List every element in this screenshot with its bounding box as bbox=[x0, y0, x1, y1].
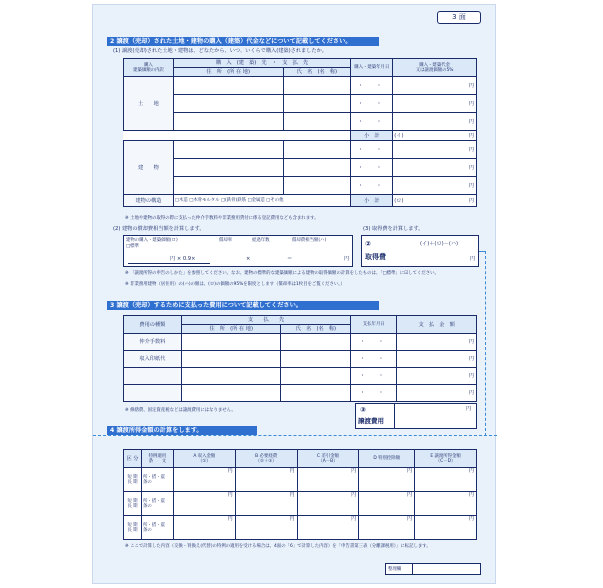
inc-a[interactable]: 円 bbox=[173, 492, 235, 516]
bldg-name-3[interactable] bbox=[283, 177, 351, 195]
income-table bbox=[123, 449, 477, 540]
inc-b[interactable]: 円 bbox=[235, 516, 297, 540]
acq-formula: (イ)＋(ロ)－(ハ) bbox=[420, 241, 459, 247]
subtotal-label-bldg: 小 計 bbox=[351, 195, 393, 207]
inc-kubun[interactable]: 短 期 長 期 bbox=[124, 516, 142, 540]
exp-date[interactable]: ・ ・ bbox=[351, 351, 397, 368]
exp-name[interactable] bbox=[281, 334, 351, 351]
bldg-date-3[interactable]: ・ ・ bbox=[351, 177, 393, 195]
exp-date[interactable]: ・ ・ bbox=[351, 334, 397, 351]
inc-header-d: D 特別控除額 bbox=[359, 450, 415, 468]
exp-amount[interactable]: 円 bbox=[397, 334, 477, 351]
structure-label: 建物の構造 bbox=[124, 195, 174, 207]
question-2: (2) 建物の償却費相当額を計算します。 bbox=[113, 226, 205, 232]
dep-yen: 円 bbox=[344, 256, 350, 262]
connector-line bbox=[485, 251, 486, 436]
inc-tokurei[interactable]: 所・措・震 条の bbox=[141, 492, 173, 516]
exp-date[interactable]: ・ ・ bbox=[351, 368, 397, 385]
land-price-3[interactable]: 円 bbox=[393, 113, 477, 131]
row-building-label: 建 物 bbox=[124, 141, 174, 195]
bldg-address-1[interactable] bbox=[173, 141, 283, 159]
subtotal-ro: (ロ) bbox=[394, 197, 404, 204]
land-address-2[interactable] bbox=[173, 95, 283, 113]
section-4-title: 4 譲渡所得金額の計算をします。 bbox=[107, 426, 257, 435]
inc-tokurei[interactable]: 所・措・震 条の bbox=[141, 516, 173, 540]
inc-c[interactable]: 円 bbox=[297, 516, 359, 540]
dep-header-amount: 償却費相当額(ハ) bbox=[292, 238, 327, 243]
bldg-date-1[interactable]: ・ ・ bbox=[351, 141, 393, 159]
section-3-title: 3 譲渡（売却）するために支払った費用について記載してください。 bbox=[107, 301, 379, 310]
bldg-address-3[interactable] bbox=[173, 177, 283, 195]
inc-b[interactable]: 円 bbox=[235, 468, 297, 492]
land-address-3[interactable] bbox=[173, 113, 283, 131]
question-3: (3) 取得費を計算します。 bbox=[363, 226, 424, 232]
land-price-1[interactable]: 円 bbox=[393, 77, 477, 95]
exp-row-kind: 収入印紙代 bbox=[124, 351, 182, 368]
structure-options[interactable]: □木造 □木骨モルタル □(鉄骨)鉄筋 □金属造 □その他 bbox=[173, 195, 350, 207]
section-divider bbox=[93, 435, 497, 436]
question-1: (1) 譲渡(売却)された土地・建物は、どなたから、いつ、いくらで購入(建築)されましたか。 bbox=[113, 48, 327, 54]
acq-circle: ② bbox=[365, 240, 371, 248]
form-page bbox=[92, 4, 496, 584]
land-price-2[interactable]: 円 bbox=[393, 95, 477, 113]
bldg-name-1[interactable] bbox=[283, 141, 351, 159]
inc-kubun[interactable]: 短 期 長 期 bbox=[124, 468, 142, 492]
land-address-1[interactable] bbox=[173, 77, 283, 95]
depreciation-box bbox=[123, 235, 353, 267]
row-land-label: 土 地 bbox=[124, 77, 174, 131]
subtotal-bldg-yen: 円 bbox=[468, 197, 474, 204]
expense-table bbox=[123, 315, 477, 402]
header-date: 購入・建築年月日 bbox=[351, 59, 393, 77]
transfer-cost-label: 譲渡費用 bbox=[358, 417, 384, 425]
inc-c[interactable]: 円 bbox=[297, 492, 359, 516]
exp-row-kind[interactable] bbox=[124, 368, 182, 385]
dep-header-price: 建物の購入・建築価額(ロ) bbox=[126, 238, 178, 243]
purchase-table bbox=[123, 58, 477, 207]
exp-name[interactable] bbox=[281, 368, 351, 385]
inc-a[interactable]: 円 bbox=[173, 468, 235, 492]
dep-formula-3: ＝ bbox=[287, 256, 293, 262]
exp-address[interactable] bbox=[181, 351, 281, 368]
inc-header-c: C 差引金額 （A－B） bbox=[297, 450, 359, 468]
bldg-price-1[interactable]: 円 bbox=[393, 141, 477, 159]
seiri-box bbox=[385, 563, 481, 575]
income-note: ※ ここで計算した内容（交換・買換え(代替)の特例の適用を受ける場合は、4面の「6」で計算した内容）を「申告書第三表（分離課税用）」に転記します。 bbox=[125, 544, 431, 549]
header-seller: 購 入 (建 築) 先 ・ 支 払 先 bbox=[173, 59, 350, 68]
inc-d[interactable]: 円 bbox=[359, 468, 415, 492]
inc-d[interactable]: 円 bbox=[359, 492, 415, 516]
header-address: 住 所 (所 在 地) bbox=[173, 68, 283, 77]
land-date-2[interactable]: ・ ・ bbox=[351, 95, 393, 113]
subtotal-land-yen: 円 bbox=[468, 132, 474, 139]
exp-date[interactable]: ・ ・ bbox=[351, 385, 397, 402]
exp-name[interactable] bbox=[281, 385, 351, 402]
exp-address[interactable] bbox=[181, 334, 281, 351]
header-name: 氏 名 (名 称) bbox=[283, 68, 351, 77]
land-name-3[interactable] bbox=[283, 113, 351, 131]
inc-a[interactable]: 円 bbox=[173, 516, 235, 540]
transfer-cost-box bbox=[355, 403, 477, 429]
acq-yen: 円 bbox=[470, 256, 476, 262]
note-3: ※ 非業務用建物（居住用）の(ハ)の額は、(ロ)の価額の95%を限度とします（償却率は1枚目をご覧ください。） bbox=[125, 282, 345, 287]
inc-c[interactable]: 円 bbox=[297, 468, 359, 492]
inc-header-a: A 収入金額 （①） bbox=[173, 450, 235, 468]
inc-header-b: B 必要経費 （②＋③） bbox=[235, 450, 297, 468]
exp-row-kind: 仲介手数料 bbox=[124, 334, 182, 351]
acquisition-cost-box bbox=[361, 235, 479, 267]
land-name-2[interactable] bbox=[283, 95, 351, 113]
dep-formula-1: 円 × 0.9× bbox=[170, 256, 196, 262]
header-price: 購入・建築代金 又は譲渡価額の5% bbox=[393, 59, 477, 77]
land-name-1[interactable] bbox=[283, 77, 351, 95]
transfer-cost-circle: ③ bbox=[360, 406, 366, 414]
inc-b[interactable]: 円 bbox=[235, 492, 297, 516]
exp-amount[interactable]: 円 bbox=[397, 368, 477, 385]
inc-e[interactable]: 円 bbox=[415, 468, 477, 492]
subtotal-i: (イ) bbox=[394, 132, 404, 139]
acq-label: 取得費 bbox=[365, 253, 386, 261]
bldg-date-2[interactable]: ・ ・ bbox=[351, 159, 393, 177]
inc-d[interactable]: 円 bbox=[359, 516, 415, 540]
exp-address[interactable] bbox=[181, 385, 281, 402]
exp-header-kind: 費用の種類 bbox=[124, 316, 182, 334]
exp-header-amount: 支 払 金 額 bbox=[397, 316, 477, 334]
note-2: ※ 「譲渡所得の申告のしかた」を参照してください。なお、建物の標準的な建築価額による建物の取得価額の計算をしたものは、「□標準」に☑してください。 bbox=[125, 271, 439, 276]
land-date-3[interactable]: ・ ・ bbox=[351, 113, 393, 131]
exp-amount[interactable]: 円 bbox=[397, 385, 477, 402]
bldg-name-2[interactable] bbox=[283, 159, 351, 177]
bldg-price-2[interactable]: 円 bbox=[393, 159, 477, 177]
subtotal-label-land: 小 計 bbox=[351, 131, 393, 141]
header-kind: 購入 建築価額の内訳 bbox=[124, 59, 174, 77]
land-date-1[interactable]: ・ ・ bbox=[351, 77, 393, 95]
dep-formula-2: × bbox=[246, 256, 251, 262]
exp-row-kind[interactable] bbox=[124, 385, 182, 402]
seiri-label: 整理欄 bbox=[388, 567, 402, 572]
dep-header-years: 経過年数 bbox=[252, 238, 270, 243]
dep-standard-checkbox[interactable]: □標準 bbox=[126, 244, 139, 249]
bldg-address-2[interactable] bbox=[173, 159, 283, 177]
exp-header-payee: 支 払 先 bbox=[181, 316, 350, 325]
page-number: 3 面 bbox=[437, 11, 481, 24]
transfer-cost-yen: 円 bbox=[466, 406, 472, 412]
inc-kubun[interactable]: 短 期 長 期 bbox=[124, 492, 142, 516]
exp-header-address: 住 所 (所 在 地) bbox=[181, 325, 281, 334]
exp-header-date: 支払年月日 bbox=[351, 316, 397, 334]
inc-header-tokurei: 特例適用 条 文 bbox=[141, 450, 173, 468]
inc-header-e: E 譲渡所得金額 （C－D） bbox=[415, 450, 477, 468]
dep-header-rate: 償却率 bbox=[219, 238, 233, 243]
inc-e[interactable]: 円 bbox=[415, 492, 477, 516]
inc-header-kubun: 区 分 bbox=[124, 450, 142, 468]
section-2-title: 2 譲渡（売却）された土地・建物の購入（建築）代金などについて記載してください。 bbox=[107, 37, 379, 46]
note-1: ※ 土地や建物の取得の際に支払った仲介手数料や非業務用貸付に係る登記費用なども含まれます。 bbox=[125, 216, 319, 221]
exp-name[interactable] bbox=[281, 351, 351, 368]
bldg-price-3[interactable]: 円 bbox=[393, 177, 477, 195]
inc-tokurei[interactable]: 所・措・震 条の bbox=[141, 468, 173, 492]
exp-address[interactable] bbox=[181, 368, 281, 385]
inc-e[interactable]: 円 bbox=[415, 516, 477, 540]
expense-note: ※ 修繕費、固定資産税などは譲渡費用にはなりません。 bbox=[125, 408, 236, 413]
exp-header-name: 氏 名 (名 称) bbox=[281, 325, 351, 334]
exp-amount[interactable]: 円 bbox=[397, 351, 477, 368]
